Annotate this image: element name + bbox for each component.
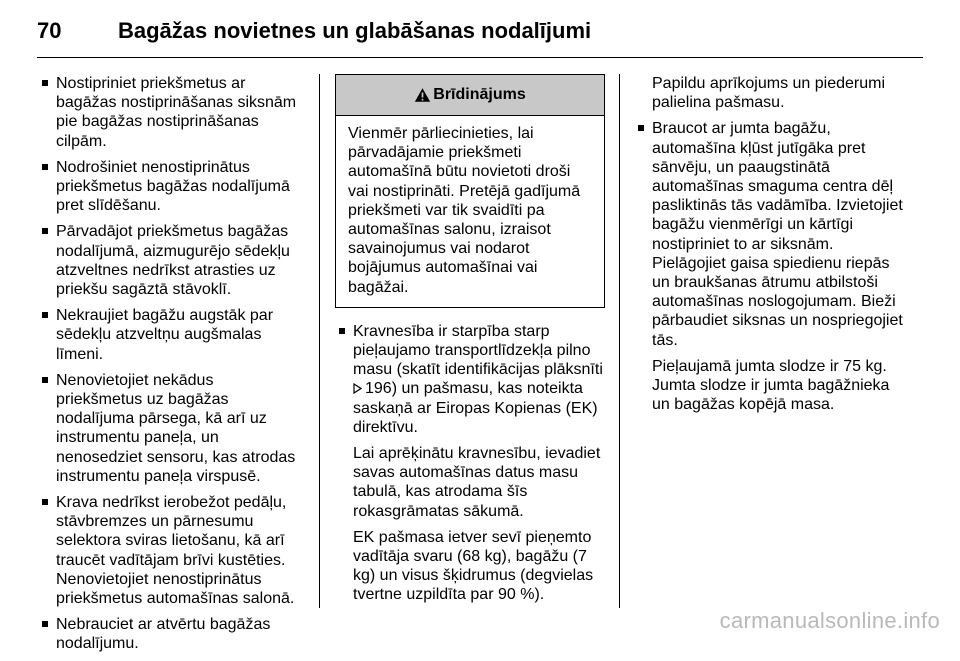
list-item: Braucot ar jumta bagāžu, automašīna kļūst jutīgāka pret sānvēju, un paaugstinātā automašīnas smaguma centra dēļ pasliktinās tās vadāmība. Izvietojiet bagāžu vienmērīgi un kārtīgi nostipriniet to ar siksnām. Pielāgojiet gaisa spiedienu riepās un braukšanas ātrumu atbilstoši automašīnas noslogojumam. Bieži pārbaudiet siksnas un nospriegojiet tās. [634,119,904,349]
page-reference-arrow-icon [353,383,362,394]
paragraph-payload-calc: Lai aprēķinātu kravnesību, ievadiet savas automašīnas datus masu tabulā, kas atrodama šīs rokasgrāmatas sākumā. [353,445,601,520]
header-divider [37,57,923,58]
watermark: carmanualsonline.info [719,608,940,633]
page-number: 70 [37,18,62,43]
warning-title: Brīdinājums [433,86,526,104]
list-item: Nebrauciet ar atvērtu bagāžas nodalījumu. [38,615,304,653]
roof-load-list [634,119,904,349]
column-middle [335,74,604,612]
payload-text: Kravnesība ir starpība starp pieļaujamo transportlīdzekļa pilno masu (skatīt identifikācijas plāksnīti [353,322,603,379]
payload-text-cont: 196) un pašmasu, kas noteikta saskaņā ar Eiropas Kopienas (EK) direktīvu. [353,380,598,436]
warning-text: Vienmēr pārliecinieties, lai pārvadājamie priekšmeti automašīnā būtu novietoti droši vai nostiprināti. Pretējā gadījumā priekšmeti var tik svaidīti pa automašīnas salonu, izraisot savainojumus vai nodarot bojājumus automašīnai vai bagāžai. [348,125,581,296]
paragraph-ec-mass: EK pašmasa ietver sevī pieņemto vadītāja svaru (68 kg), bagāžu (7 kg) un visus šķidrumus (degvielas tvertne uzpildīta par 90 %). [353,528,594,604]
list-item: Nekraujiet bagāžu augstāk par sēdekļu atzveltņu augšmalas līmeni. [38,306,304,364]
list-item: Nenovietojiet nekādus priekšmetus uz bagāžas nodalījuma pārsega, kā arī uz instrumentu paneļa, un nenosedziet sensoru, kas atrodas instrumentu paneļa virspusē. [38,371,304,486]
list-item [335,322,604,437]
payload-list [335,322,604,437]
warning-triangle-icon [414,87,431,103]
list-item: Nostipriniet priekšmetus ar bagāžas nostiprināšanas siksnām pie bagāžas nostiprināšanas cilpām. [38,74,304,151]
column-divider [619,74,620,608]
instruction-list [38,74,304,654]
paragraph-roof-load: Pieļaujamā jumta slodze ir 75 kg. Jumta slodze ir jumta bagāžnieka un bagāžas kopējā masa. [652,357,890,414]
warning-header [336,75,604,116]
column-divider [319,74,320,608]
page-header [0,0,960,58]
page-title: Bagāžas novietnes un glabāšanas nodalījumi [118,18,592,43]
warning-box [335,74,605,308]
column-right [634,74,904,421]
list-item: Nodrošiniet nenostiprinātus priekšmetus bagāžas nodalījumā pret slīdēšanu. [38,158,304,216]
paragraph-accessories: Papildu aprīkojums un piederumi palielina pašmasu. [652,75,886,112]
column-left [38,74,304,661]
list-item: Krava nedrīkst ierobežot pedāļu, stāvbremzes un pārnesumu selektora sviras lietošanu, kā arī traucēt vadītājam brīvi kustēties. Nenovietojiet nenostiprinātus priekšmetus automašīnas salonā. [38,493,304,608]
list-item: Pārvadājot priekšmetus bagāžas nodalījumā, aizmugurējo sēdekļu atzveltnes nedrīkst atrasties uz priekšu sagāztā stāvoklī. [38,222,304,299]
